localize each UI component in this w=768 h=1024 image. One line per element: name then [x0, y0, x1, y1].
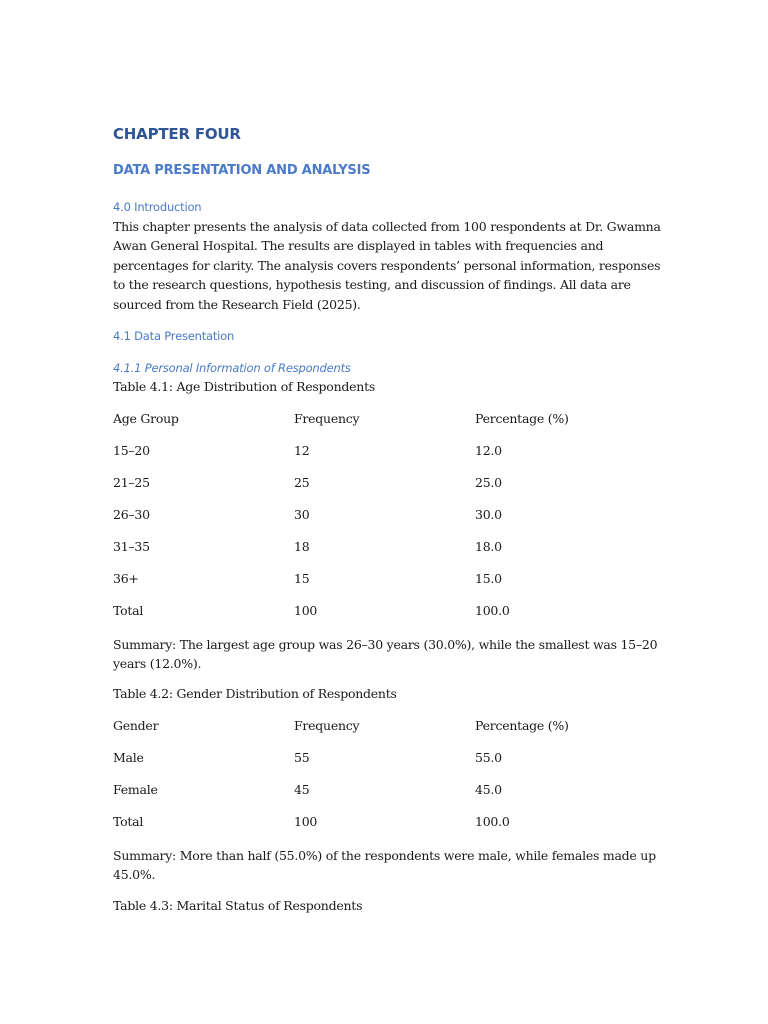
section-4-1-1-heading: 4.1.1 Personal Information of Respondents	[113, 361, 351, 375]
table-cell: 100	[294, 603, 318, 618]
header-cell-gender: Gender	[113, 718, 159, 733]
table-cell: 55.0	[475, 750, 502, 765]
table-cell: 18.0	[475, 539, 502, 554]
intro-paragraph: This chapter presents the analysis of data collected from 100 respondents at Dr. Gwamna Awan General Hospital. The results are displayed in tables with frequencies and percentages for clarity. The analysis covers respondents’ personal information, responses to the research questions, hypothesis testing, and discussion of findings. All data are sourced from the Research Field (2025).	[113, 219, 661, 312]
header-cell-percentage: Percentage (%)	[475, 718, 569, 733]
table-row	[113, 475, 661, 495]
table-4-3-caption: Table 4.3: Marital Status of Respondents	[113, 898, 363, 913]
table-cell: 30	[294, 507, 310, 522]
table-cell: 100.0	[475, 814, 510, 829]
section-4-1-heading: 4.1 Data Presentation	[113, 329, 235, 343]
header-cell-frequency: Frequency	[294, 411, 360, 426]
table-total-row	[113, 603, 661, 623]
table-cell: 18	[294, 539, 310, 554]
table-cell: 100	[294, 814, 318, 829]
table-header-row	[113, 718, 661, 738]
header-cell-age-group: Age Group	[113, 411, 179, 426]
table-cell: 45.0	[475, 782, 502, 797]
table-cell: 21–25	[113, 475, 150, 490]
table-cell: 100.0	[475, 603, 510, 618]
table-4-2-caption: Table 4.2: Gender Distribution of Respondents	[113, 686, 397, 701]
chapter-subtitle: DATA PRESENTATION AND ANALYSIS	[113, 163, 371, 178]
table-cell: 25	[294, 475, 310, 490]
table-cell: Total	[113, 603, 144, 618]
table-row	[113, 539, 661, 559]
table-4-1-caption: Table 4.1: Age Distribution of Respondents	[113, 379, 376, 394]
table-cell: Total	[113, 814, 144, 829]
header-cell-frequency: Frequency	[294, 718, 360, 733]
table-row	[113, 571, 661, 591]
header-cell-percentage: Percentage (%)	[475, 411, 569, 426]
intro-heading: 4.0 Introduction	[113, 200, 202, 214]
table-cell: 45	[294, 782, 310, 797]
table-cell: 31–35	[113, 539, 150, 554]
table-row	[113, 443, 661, 463]
table-row	[113, 507, 661, 527]
table-total-row	[113, 814, 661, 834]
table-4-1-summary: Summary: The largest age group was 26–30 years (30.0%), while the smallest was 15–20 years (12.0%).	[113, 637, 658, 672]
table-row	[113, 750, 661, 770]
table-cell: 25.0	[475, 475, 502, 490]
table-cell: 15.0	[475, 571, 502, 586]
table-cell: 26–30	[113, 507, 150, 522]
table-cell: 12	[294, 443, 310, 458]
table-cell: 30.0	[475, 507, 502, 522]
table-cell: 15–20	[113, 443, 150, 458]
table-cell: Female	[113, 782, 158, 797]
table-cell: 15	[294, 571, 310, 586]
table-row	[113, 782, 661, 802]
table-cell: 12.0	[475, 443, 502, 458]
table-cell: 36+	[113, 571, 139, 586]
table-cell: Male	[113, 750, 144, 765]
table-cell: 55	[294, 750, 310, 765]
table-header-row	[113, 411, 661, 431]
chapter-title: CHAPTER FOUR	[113, 125, 241, 143]
table-4-2-summary: Summary: More than half (55.0%) of the respondents were male, while females made up 45.0%.	[113, 848, 656, 883]
